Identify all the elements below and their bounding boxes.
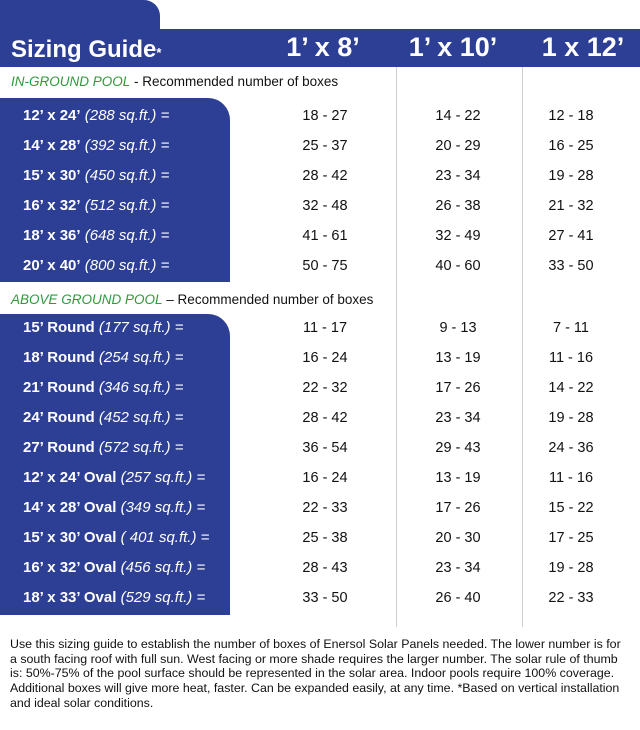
box-count-cell: 23 - 34 bbox=[435, 560, 481, 576]
box-count-cell: 19 - 28 bbox=[548, 560, 594, 576]
pool-area: (257 sq.ft.) = bbox=[116, 469, 206, 486]
column-header-1x12: 1 x 12’ bbox=[541, 32, 625, 62]
table-row bbox=[0, 343, 640, 373]
box-count-cell: 29 - 43 bbox=[435, 440, 481, 456]
box-count-cell: 40 - 60 bbox=[435, 258, 481, 274]
box-count-cell: 24 - 36 bbox=[548, 440, 594, 456]
pool-size-label bbox=[23, 313, 183, 343]
box-count-cell: 32 - 48 bbox=[302, 198, 348, 214]
pool-size-label bbox=[23, 463, 205, 493]
box-count-cell: 11 - 16 bbox=[548, 470, 594, 486]
table-row bbox=[0, 583, 640, 613]
box-count-cell: 22 - 33 bbox=[548, 590, 594, 606]
pool-size-label bbox=[23, 161, 169, 191]
pool-size: 24’ Round bbox=[23, 409, 95, 426]
box-count-cell: 16 - 25 bbox=[548, 138, 594, 154]
pool-area: (346 sq.ft.) = bbox=[94, 379, 184, 396]
box-count-cell: 22 - 32 bbox=[302, 380, 348, 396]
pool-size-label bbox=[23, 553, 205, 583]
pool-size-label bbox=[23, 101, 169, 131]
pool-area: (254 sq.ft.) = bbox=[94, 349, 184, 366]
box-count-cell: 26 - 40 bbox=[435, 590, 481, 606]
box-count-cell: 14 - 22 bbox=[548, 380, 594, 396]
pool-size: 16’ x 32’ Oval bbox=[23, 559, 117, 576]
pool-size: 15’ x 30’ bbox=[23, 167, 81, 184]
box-count-cell: 23 - 34 bbox=[435, 410, 481, 426]
pool-size-label bbox=[23, 221, 169, 251]
pool-area: (177 sq.ft.) = bbox=[94, 319, 184, 336]
box-count-cell: 28 - 43 bbox=[302, 560, 348, 576]
table-row bbox=[0, 493, 640, 523]
table-row bbox=[0, 463, 640, 493]
box-count-cell: 26 - 38 bbox=[435, 198, 481, 214]
pool-size: 20’ x 40’ bbox=[23, 257, 81, 274]
above-ground-label-emphasis: ABOVE GROUND POOL bbox=[11, 292, 163, 307]
box-count-cell: 27 - 41 bbox=[548, 228, 594, 244]
table-row bbox=[0, 523, 640, 553]
pool-area: (572 sq.ft.) = bbox=[94, 439, 184, 456]
pool-size: 14’ x 28’ Oval bbox=[23, 499, 117, 516]
box-count-cell: 28 - 42 bbox=[302, 410, 348, 426]
pool-area: (450 sq.ft.) = bbox=[80, 167, 170, 184]
table-row bbox=[0, 161, 640, 191]
box-count-cell: 32 - 49 bbox=[435, 228, 481, 244]
box-count-cell: 19 - 28 bbox=[548, 168, 594, 184]
box-count-cell: 16 - 24 bbox=[302, 470, 348, 486]
box-count-cell: 14 - 22 bbox=[435, 108, 481, 124]
pool-size-label bbox=[23, 191, 169, 221]
pool-area: (800 sq.ft.) = bbox=[80, 257, 170, 274]
page-title: Sizing Guide* bbox=[11, 36, 162, 63]
table-row bbox=[0, 101, 640, 131]
box-count-cell: 17 - 26 bbox=[435, 500, 481, 516]
pool-size: 15’ Round bbox=[23, 319, 95, 336]
box-count-cell: 28 - 42 bbox=[302, 168, 348, 184]
pool-size-label bbox=[23, 493, 205, 523]
footer-note: Use this sizing guide to establish the number of boxes of Enersol Solar Panels needed. The lower number is for a south facing roof with full sun. West facing or more shade requires the larger number. The solar rule of thumb is: 50%-75% of the pool surface should be represented in the solar area. Indoor pools require 100% coverage. Additional boxes will give more heat, faster. Can be expanded easily, at any time. *Based on vertical installation and ideal solar conditions. bbox=[10, 637, 621, 710]
table-row bbox=[0, 221, 640, 251]
pool-area: (452 sq.ft.) = bbox=[94, 409, 184, 426]
pool-size-label bbox=[23, 523, 209, 553]
table-row bbox=[0, 191, 640, 221]
box-count-cell: 25 - 37 bbox=[302, 138, 348, 154]
in-ground-section-label bbox=[11, 74, 338, 89]
box-count-cell: 36 - 54 bbox=[302, 440, 348, 456]
column-header-1x8: 1’ x 8’ bbox=[286, 32, 360, 62]
box-count-cell: 13 - 19 bbox=[435, 470, 481, 486]
box-count-cell: 17 - 26 bbox=[435, 380, 481, 396]
pool-area: (456 sq.ft.) = bbox=[116, 559, 206, 576]
table-row bbox=[0, 313, 640, 343]
table-row bbox=[0, 403, 640, 433]
table-row bbox=[0, 433, 640, 463]
box-count-cell: 20 - 30 bbox=[435, 530, 481, 546]
box-count-cell: 13 - 19 bbox=[435, 350, 481, 366]
pool-size: 21’ Round bbox=[23, 379, 95, 396]
pool-area: (288 sq.ft.) = bbox=[80, 107, 170, 124]
pool-area: (648 sq.ft.) = bbox=[80, 227, 170, 244]
table-row bbox=[0, 373, 640, 403]
pool-size: 12’ x 24’ bbox=[23, 107, 81, 124]
box-count-cell: 25 - 38 bbox=[302, 530, 348, 546]
table-row bbox=[0, 553, 640, 583]
above-ground-section-label bbox=[11, 292, 373, 307]
box-count-cell: 18 - 27 bbox=[302, 108, 348, 124]
pool-size: 12’ x 24’ Oval bbox=[23, 469, 117, 486]
pool-size: 27’ Round bbox=[23, 439, 95, 456]
pool-area: ( 401 sq.ft.) = bbox=[116, 529, 210, 546]
pool-area: (529 sq.ft.) = bbox=[116, 589, 206, 606]
pool-size: 16’ x 32’ bbox=[23, 197, 81, 214]
box-count-cell: 16 - 24 bbox=[302, 350, 348, 366]
pool-size-label bbox=[23, 583, 205, 613]
pool-size-label bbox=[23, 251, 169, 281]
pool-size-label bbox=[23, 433, 183, 463]
box-count-cell: 50 - 75 bbox=[302, 258, 348, 274]
header-tab bbox=[0, 0, 160, 30]
box-count-cell: 11 - 16 bbox=[548, 350, 594, 366]
in-ground-label-rest: - Recommended number of boxes bbox=[130, 74, 339, 89]
box-count-cell: 15 - 22 bbox=[548, 500, 594, 516]
column-header-1x10: 1’ x 10’ bbox=[408, 32, 498, 62]
box-count-cell: 9 - 13 bbox=[439, 320, 477, 336]
box-count-cell: 11 - 17 bbox=[302, 320, 348, 336]
box-count-cell: 22 - 33 bbox=[302, 500, 348, 516]
pool-size: 15’ x 30’ Oval bbox=[23, 529, 117, 546]
pool-size: 18’ x 33’ Oval bbox=[23, 589, 117, 606]
title-asterisk: * bbox=[156, 45, 162, 60]
pool-size: 18’ Round bbox=[23, 349, 95, 366]
pool-size: 14’ x 28’ bbox=[23, 137, 81, 154]
in-ground-label-emphasis: IN-GROUND POOL bbox=[11, 74, 131, 89]
table-row bbox=[0, 131, 640, 161]
box-count-cell: 12 - 18 bbox=[548, 108, 594, 124]
table-row bbox=[0, 251, 640, 281]
pool-size-label bbox=[23, 373, 183, 403]
above-ground-label-rest: – Recommended number of boxes bbox=[162, 292, 374, 307]
pool-area: (349 sq.ft.) = bbox=[116, 499, 206, 516]
box-count-cell: 20 - 29 bbox=[435, 138, 481, 154]
box-count-cell: 17 - 25 bbox=[548, 530, 594, 546]
box-count-cell: 23 - 34 bbox=[435, 168, 481, 184]
box-count-cell: 41 - 61 bbox=[302, 228, 348, 244]
pool-area: (392 sq.ft.) = bbox=[80, 137, 170, 154]
pool-size: 18’ x 36’ bbox=[23, 227, 81, 244]
box-count-cell: 21 - 32 bbox=[548, 198, 594, 214]
pool-size-label bbox=[23, 343, 183, 373]
pool-area: (512 sq.ft.) = bbox=[80, 197, 170, 214]
box-count-cell: 19 - 28 bbox=[548, 410, 594, 426]
box-count-cell: 33 - 50 bbox=[302, 590, 348, 606]
pool-size-label bbox=[23, 403, 183, 433]
box-count-cell: 7 - 11 bbox=[552, 320, 589, 336]
pool-size-label bbox=[23, 131, 169, 161]
box-count-cell: 33 - 50 bbox=[548, 258, 594, 274]
